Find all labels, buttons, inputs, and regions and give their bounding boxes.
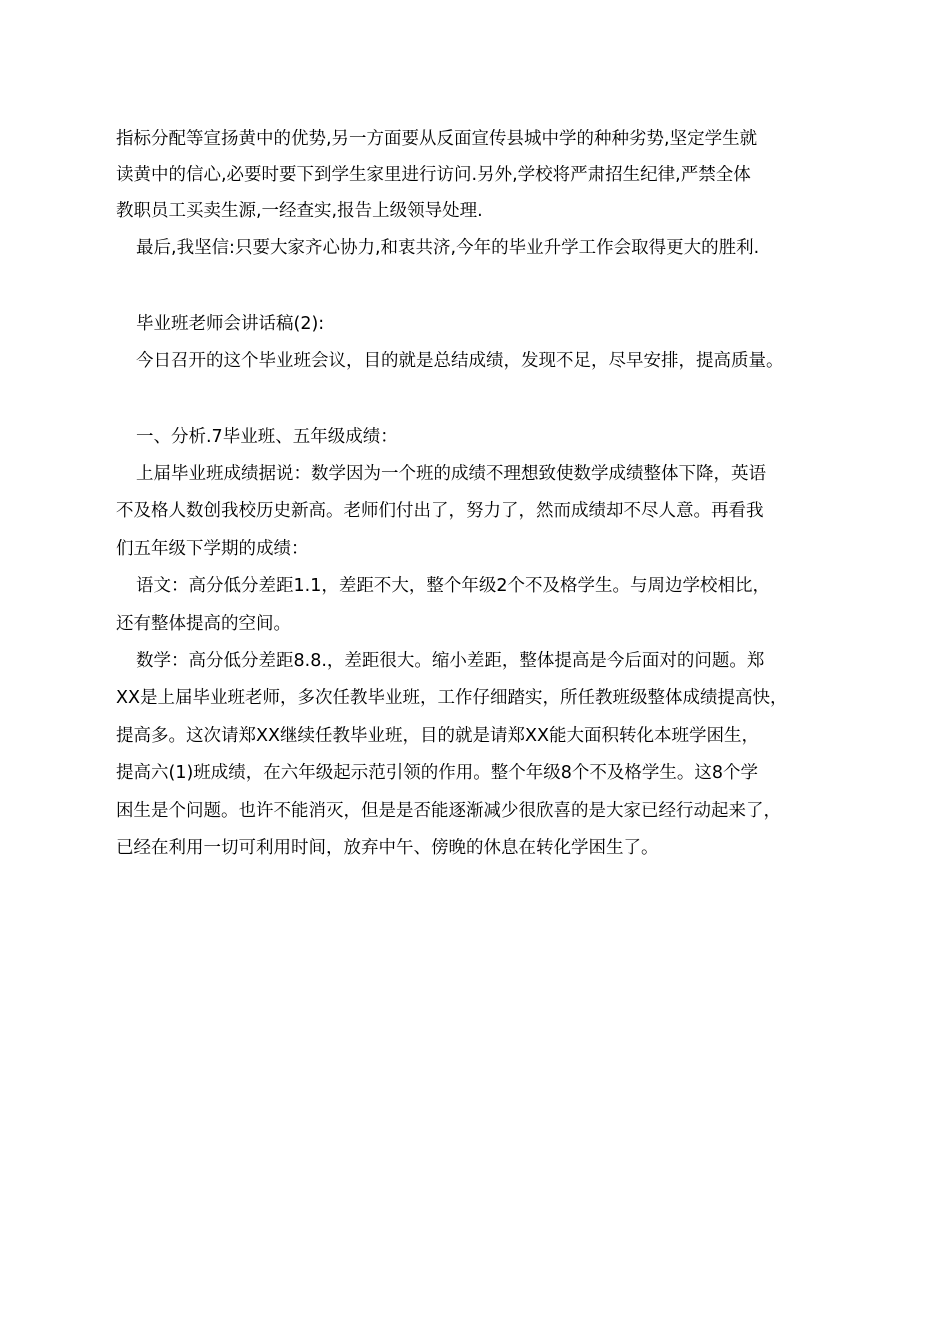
- text-line: 最后,我坚信:只要大家齐心协力,和衷共济,今年的毕业升学工作会取得更大的胜利.: [136, 238, 760, 258]
- text-line: 指标分配等宣扬黄中的优势,另一方面要从反面宣传县城中学的种种劣势,坚定学生就: [116, 129, 758, 149]
- text-line: 教职员工买卖生源,一经查实,报告上级领导处理.: [116, 201, 483, 221]
- text-line: 不及格人数创我校历史新高。老师们付出了，努力了，然而成绩却不尽人意。再看我: [116, 501, 764, 521]
- text-line: 提高多。这次请郑XX继续任教毕业班，目的就是请郑XX能大面积转化本班学困生，: [116, 726, 759, 746]
- text-line: 们五年级下学期的成绩：: [116, 539, 309, 559]
- text-line: XX是上届毕业班老师，多次任教毕业班，工作仔细踏实，所任教班级整体成绩提高快，: [116, 688, 788, 708]
- section-heading: 毕业班老师会讲话稿(2):: [136, 314, 325, 334]
- text-line: 数学：高分低分差距8.8.，差距很大。缩小差距，整体提高是今后面对的问题。郑: [136, 651, 765, 671]
- text-line: 还有整体提高的空间。: [116, 614, 291, 634]
- text-line: 困生是个问题。也许不能消灭，但是是否能逐渐减少很欣喜的是大家已经行动起来了，: [116, 801, 781, 821]
- text-line: 语文：高分低分差距1.1，差距不大，整个年级2个不及格学生。与周边学校相比，: [136, 576, 770, 596]
- text-line: 上届毕业班成绩据说：数学因为一个班的成绩不理想致使数学成绩整体下降，英语: [136, 464, 766, 484]
- text-line: 已经在利用一切可利用时间，放弃中午、傍晚的休息在转化学困生了。: [116, 838, 659, 858]
- text-line: 读黄中的信心,必要时要下到学生家里进行访问.另外,学校将严肃招生纪律,严禁全体: [116, 165, 751, 185]
- text-line: 今日召开的这个毕业班会议，目的就是总结成绩，发现不足，尽早安排，提高质量。: [136, 351, 784, 371]
- section-heading: 一、分析.7毕业班、五年级成绩：: [136, 427, 398, 447]
- text-line: 提高六(1)班成绩，在六年级起示范引领的作用。整个年级8个不及格学生。这8个学: [116, 763, 759, 783]
